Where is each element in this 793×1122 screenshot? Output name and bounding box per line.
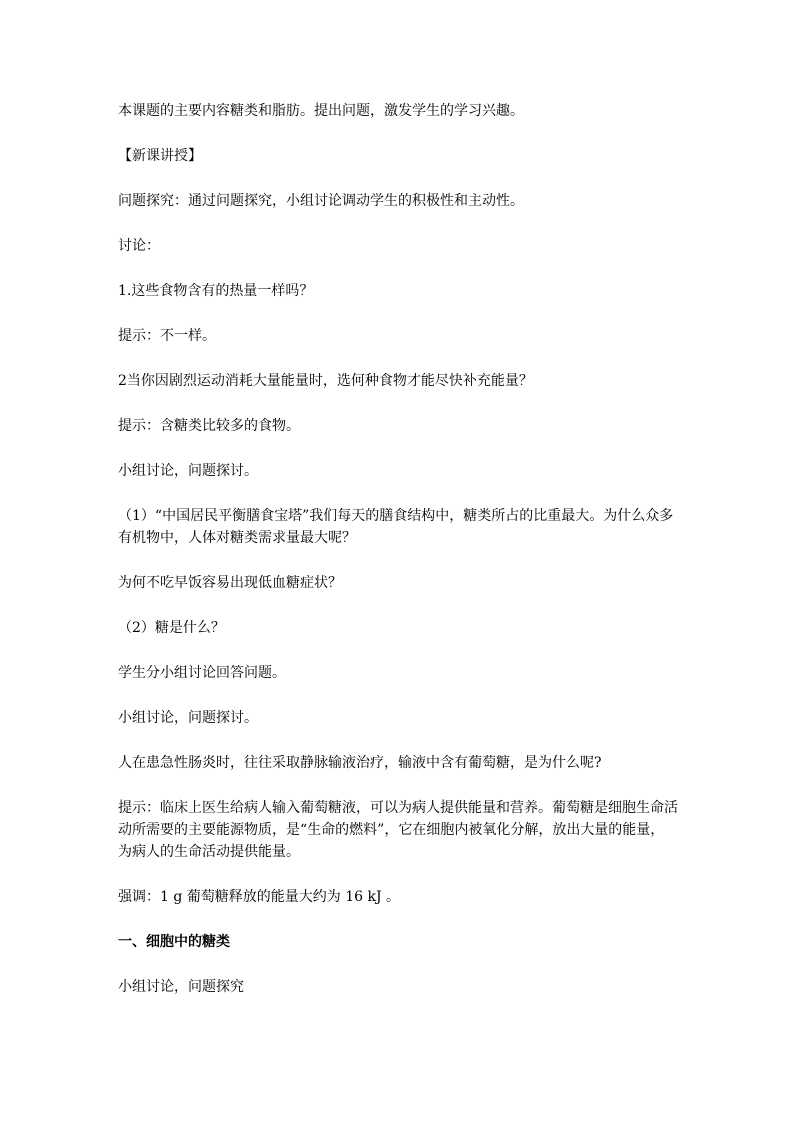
group-discussion-2: 小组讨论，问题探讨。 xyxy=(118,710,258,726)
group-discussion-1: 小组讨论，问题探讨。 xyxy=(118,463,258,479)
question-breakfast: 为何不吃早饭容易出现低血糖症状？ xyxy=(118,575,342,591)
question-2: 2当你因剧烈运动消耗大量能量时，选何种食物才能尽快补充能量？ xyxy=(118,373,533,389)
section-heading-new-lesson: 【新课讲授】 xyxy=(118,148,202,164)
hint-1: 提示：不一样。 xyxy=(118,328,216,344)
intro-paragraph: 本课题的主要内容糖类和脂肪。提出问题，激发学生的学习兴趣。 xyxy=(118,103,524,119)
group-discussion-3: 小组讨论，问题探究 xyxy=(118,979,244,995)
student-group-answer: 学生分小组讨论回答问题。 xyxy=(118,665,286,681)
question-sub-1: （1）“中国居民平衡膳食宝塔”我们每天的膳食结构中，糖类所占的比重最大。为什么众多有机物中，人体对糖类需求量最大呢？ xyxy=(118,508,674,546)
inquiry-paragraph: 问题探究：通过问题探究，小组讨论调动学生的积极性和主动性。 xyxy=(118,193,524,209)
section-heading-sugars: 一、细胞中的糖类 xyxy=(118,934,230,950)
hint-2: 提示：含糖类比较多的食物。 xyxy=(118,418,300,434)
question-enteritis: 人在患急性肠炎时，往往采取静脉输液治疗，输液中含有葡萄糖，是为什么呢? xyxy=(118,755,602,771)
document-body xyxy=(118,100,678,998)
discussion-label: 讨论： xyxy=(118,238,160,254)
emphasis-energy: 强调：1 g 葡萄糖释放的能量大约为 16 kJ 。 xyxy=(118,889,401,905)
question-sub-2: （2）糖是什么？ xyxy=(118,620,225,636)
question-1: 1.这些食物含有的热量一样吗？ xyxy=(118,283,314,299)
hint-glucose: 提示：临床上医生给病人输入葡萄糖液，可以为病人提供能量和营养。葡萄糖是细胞生命活动所需要的主要能源物质，是“生命的燃料”，它在细胞内被氧化分解，放出大量的能量，为病人的生命活动提供能量。 xyxy=(118,800,678,860)
